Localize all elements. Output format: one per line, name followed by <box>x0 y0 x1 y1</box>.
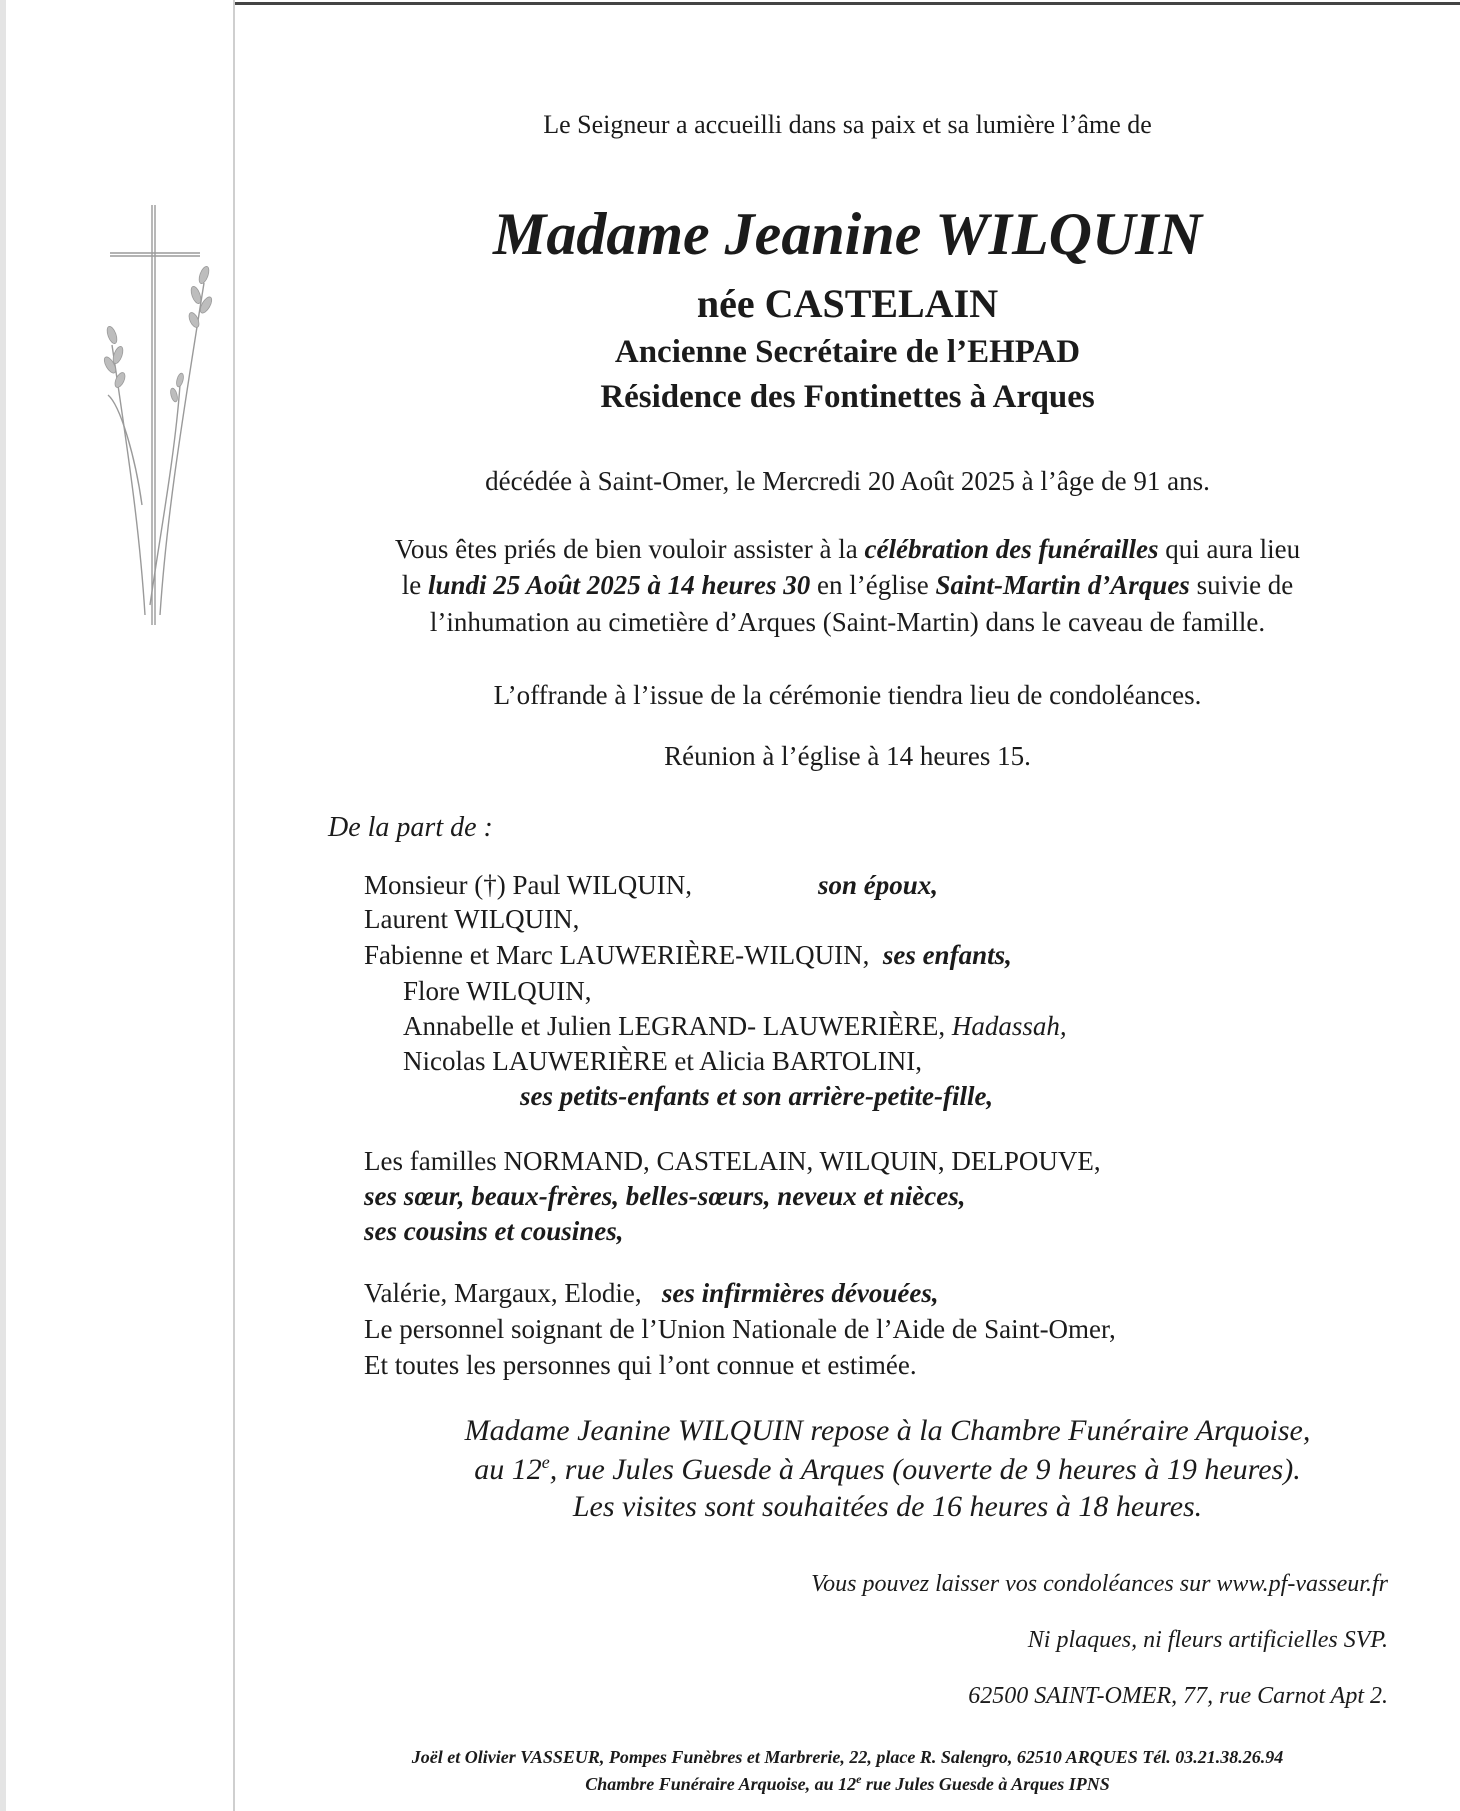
footer-text: Chambre Funéraire Arquoise, au 12 <box>585 1774 857 1794</box>
family-relation: ses cousins et cousines, <box>364 1216 624 1246</box>
role-line-1: Ancienne Secrétaire de l’EHPAD <box>614 334 1081 370</box>
maiden-name: née CASTELAIN <box>696 281 999 326</box>
family-relation: ses petits-enfants et son arrière-petite-fille, <box>520 1081 994 1111</box>
repose-line-1: Madame Jeanine WILQUIN repose à la Chambre Funéraire Arquoise, <box>464 1414 1311 1447</box>
footer-line-2 <box>235 1772 1460 1795</box>
family-line: Laurent WILQUIN, <box>364 904 580 934</box>
no-flowers-note: Ni plaques, ni fleurs artificielles SVP. <box>1027 1627 1388 1653</box>
repose-text: , rue Jules Guesde à Arques (ouverte de 9 heures à 19 heures). <box>549 1453 1301 1486</box>
ceremony-line-3: l’inhumation au cimetière d’Arques (Saint-Martin) dans le caveau de famille. <box>429 607 1266 637</box>
family-name: Valérie, Margaux, Elodie, <box>364 1278 642 1308</box>
ceremony-text: en l’église <box>810 570 936 600</box>
ceremony-text: qui aura lieu <box>1158 534 1301 564</box>
deceased-name: Madame Jeanine WILQUIN <box>493 201 1202 267</box>
margin-rule <box>233 0 235 1811</box>
from-heading: De la part de : <box>328 812 493 843</box>
family-relation: ses infirmières dévouées, <box>661 1278 939 1308</box>
family-name: Annabelle et Julien LEGRAND- LAUWERIÈRE, <box>403 1011 946 1041</box>
death-notice: décédée à Saint-Omer, le Mercredi 20 Août 2025 à l’âge de 91 ans. <box>485 466 1210 496</box>
family-line <box>364 870 692 901</box>
family-line: Les familles NORMAND, CASTELAIN, WILQUIN, DELPOUVE, <box>364 1146 1101 1176</box>
family-line: Flore WILQUIN, <box>403 976 592 1006</box>
repose-line-2 <box>235 1452 1460 1487</box>
condolence-note: Vous pouvez laisser vos condoléances sur www.pf-vasseur.fr <box>811 1571 1388 1597</box>
family-line: Le personnel soignant de l’Union Nationale de l’Aide de Saint-Omer, <box>364 1314 1116 1344</box>
ceremony-church: Saint-Martin d’Arques <box>935 570 1190 600</box>
cross-wheat-icon <box>100 205 215 635</box>
offering-notice: L’offrande à l’issue de la cérémonie tiendra lieu de condoléances. <box>493 680 1202 710</box>
family-line: Nicolas LAUWERIÈRE et Alicia BARTOLINI, <box>403 1046 923 1076</box>
ceremony-text: Vous êtes priés de bien vouloir assister à la <box>394 534 865 564</box>
repose-text: au 12 <box>474 1453 542 1486</box>
intro-text: Le Seigneur a accueilli dans sa paix et sa lumière l’âme de <box>543 110 1152 139</box>
ceremony-line-1 <box>235 534 1460 565</box>
family-line <box>403 1011 1067 1042</box>
ceremony-emphasis: célébration des funérailles <box>864 534 1159 564</box>
ceremony-date: lundi 25 Août 2025 à 14 heures 30 <box>427 570 811 600</box>
repose-line-3: Les visites sont souhaitées de 16 heures à 18 heures. <box>572 1490 1203 1523</box>
ceremony-line-2 <box>235 570 1460 601</box>
top-rule <box>235 2 1460 5</box>
family-line: Et toutes les personnes qui l’ont connue et estimée. <box>364 1350 917 1380</box>
footer-text: rue Jules Guesde à Arques IPNS <box>861 1774 1110 1794</box>
family-name: Fabienne et Marc LAUWERIÈRE-WILQUIN, <box>364 940 870 970</box>
family-line <box>364 940 1012 971</box>
family-relation: ses sœur, beaux-frères, belles-sœurs, neveux et nièces, <box>364 1181 966 1211</box>
repose-sup: e <box>541 1452 550 1472</box>
family-relation: ses enfants, <box>882 940 1012 970</box>
role-line-2: Résidence des Fontinettes à Arques <box>600 379 1095 415</box>
family-extra: Hadassah, <box>951 1011 1067 1041</box>
meeting-notice: Réunion à l’église à 14 heures 15. <box>664 741 1031 771</box>
ceremony-text: le <box>401 570 428 600</box>
ceremony-text: suivie de <box>1189 570 1294 600</box>
address-note: 62500 SAINT-OMER, 77, rue Carnot Apt 2. <box>968 1683 1388 1709</box>
family-line <box>364 1278 939 1309</box>
family-name: Monsieur (†) Paul WILQUIN, <box>364 870 692 900</box>
family-relation: son époux, <box>818 870 939 900</box>
footer-line-1: Joël et Olivier VASSEUR, Pompes Funèbres et Marbrerie, 22, place R. Salengro, 62510 ARQUES Tél. 03.21.38.26.94 <box>411 1747 1284 1767</box>
footer-sup: e <box>856 1772 862 1786</box>
page-edge <box>0 0 6 1811</box>
